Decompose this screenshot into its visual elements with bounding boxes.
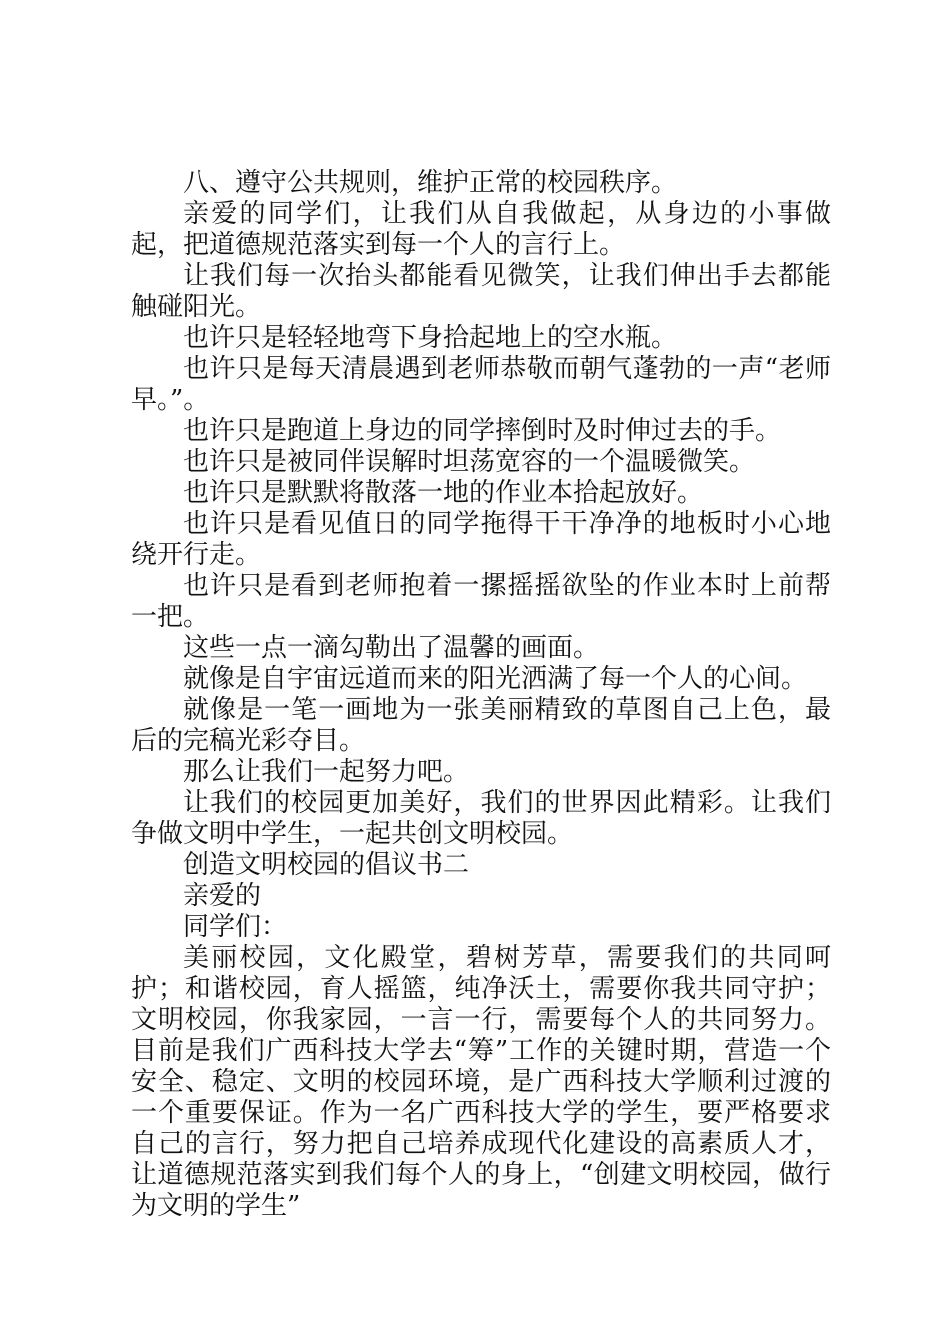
paragraph: 也许只是看见值日的同学拖得干干净净的地板时小心地绕开行走。 <box>131 509 831 570</box>
salutation-line-2: 同学们： <box>183 912 288 942</box>
paragraph-rule-eight: 八、遵守公共规则，维护正常的校园秩序。 <box>183 168 678 198</box>
paragraph: 就像是一笔一画地为一张美丽精致的草图自己上色，最后的完稿光彩夺目。 <box>131 695 831 756</box>
paragraph: 也许只是默默将散落一地的作业本拾起放好。 <box>183 478 704 508</box>
paragraph: 也许只是每天清晨遇到老师恭敬而朝气蓬勃的一声“老师早。”。 <box>131 354 831 415</box>
paragraph: 也许只是轻轻地弯下身拾起地上的空水瓶。 <box>183 323 678 353</box>
document-body <box>131 168 831 1222</box>
paragraph: 美丽校园，文化殿堂，碧树芳草，需要我们的共同呵护；和谐校园，育人摇篮，纯净沃土，需要你我共同守护；文明校园，你我家园，一言一行，需要每个人的共同努力。目前是我们广西科技大学去“筹”工作的关键时期，营造一个安全、稳定、文明的校园环境，是广西科技大学顺利过渡的一个重要保证。作为一名广西科技大学的学生，要严格要求自己的言行，努力把自己培养成现代化建设的高素质人才，让道德规范落实到我们每个人的身上，“创建文明校园，做行为文明的学生” <box>131 943 831 1221</box>
paragraph: 让我们的校园更加美好，我们的世界因此精彩。让我们争做文明中学生，一起共创文明校园。 <box>131 788 831 849</box>
paragraph: 也许只是跑道上身边的同学摔倒时及时伸过去的手。 <box>183 416 782 446</box>
paragraph: 也许只是看到老师抱着一摞摇摇欲坠的作业本时上前帮一把。 <box>131 571 831 632</box>
paragraph: 就像是自宇宙远道而来的阳光洒满了每一个人的心间。 <box>183 664 808 694</box>
section-title: 创造文明校园的倡议书二 <box>183 850 470 880</box>
paragraph: 让我们每一次抬头都能看见微笑，让我们伸出手去都能触碰阳光。 <box>131 261 831 322</box>
paragraph: 亲爱的同学们，让我们从自我做起，从身边的小事做起，把道德规范落实到每一个人的言行上。 <box>131 199 831 260</box>
salutation-line-1: 亲爱的 <box>183 881 262 911</box>
paragraph: 也许只是被同伴误解时坦荡宽容的一个温暖微笑。 <box>183 447 756 477</box>
paragraph: 这些一点一滴勾勒出了温馨的画面。 <box>183 633 600 663</box>
paragraph: 那么让我们一起努力吧。 <box>183 757 470 787</box>
